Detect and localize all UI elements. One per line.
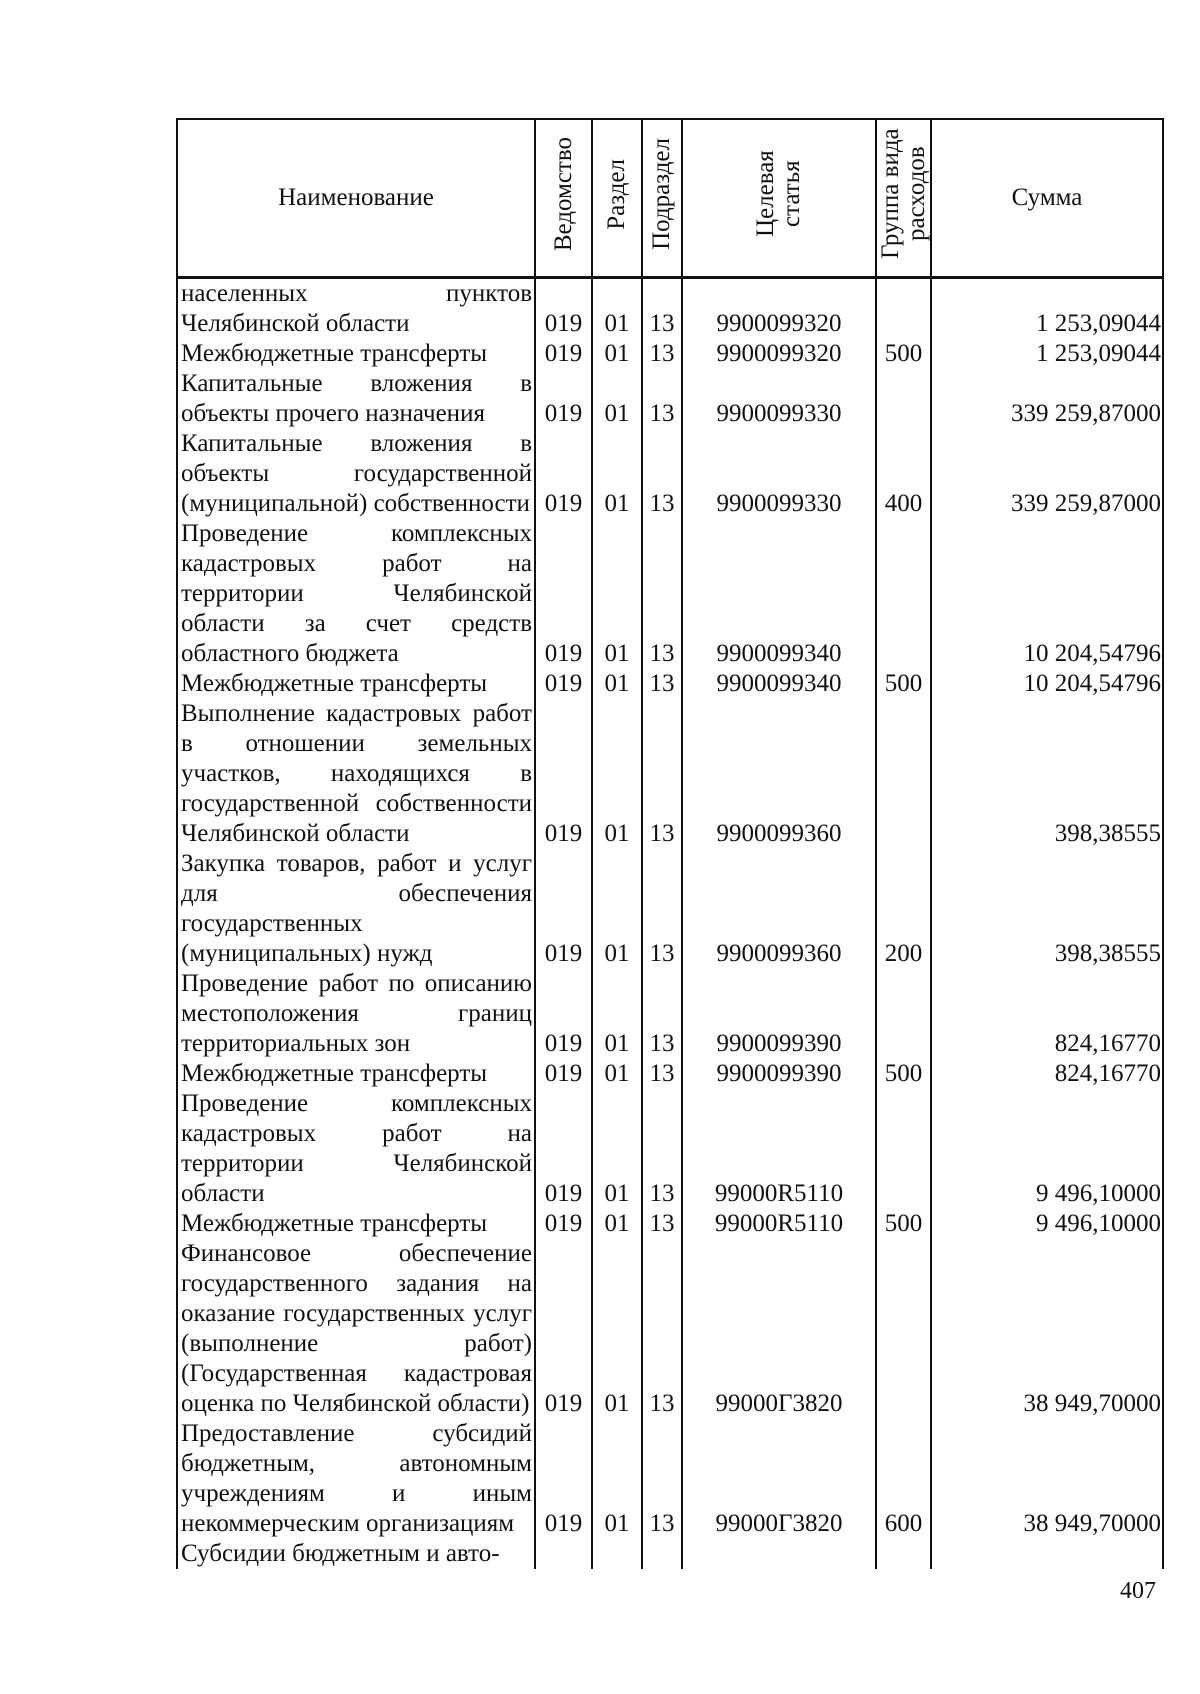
cell-gruppa: 600 bbox=[876, 1419, 931, 1539]
cell-gruppa bbox=[876, 1239, 931, 1419]
table-row bbox=[177, 969, 1163, 1059]
cell-celevaya: 9900099360 bbox=[682, 849, 876, 969]
cell-vedomstvo: 019 bbox=[535, 1089, 592, 1209]
cell-summa: 398,38555 bbox=[931, 699, 1163, 849]
cell-razdel bbox=[592, 1539, 642, 1569]
page-number: 407 bbox=[1120, 1578, 1156, 1604]
cell-celevaya: 9900099320 bbox=[682, 339, 876, 369]
cell-razdel: 01 bbox=[592, 1209, 642, 1239]
cell-celevaya: 99000Г3820 bbox=[682, 1419, 876, 1539]
cell-vedomstvo: 019 bbox=[535, 429, 592, 519]
cell-gruppa: 200 bbox=[876, 849, 931, 969]
cell-razdel: 01 bbox=[592, 1419, 642, 1539]
cell-gruppa: 500 bbox=[876, 1059, 931, 1089]
cell-vedomstvo: 019 bbox=[535, 1419, 592, 1539]
cell-name: населенных пунктов Челябинской области bbox=[177, 278, 535, 340]
cell-gruppa: 500 bbox=[876, 669, 931, 699]
cell-summa: 824,16770 bbox=[931, 1059, 1163, 1089]
table-row bbox=[177, 669, 1163, 699]
cell-celevaya: 9900099390 bbox=[682, 1059, 876, 1089]
cell-celevaya: 9900099340 bbox=[682, 669, 876, 699]
cell-vedomstvo: 019 bbox=[535, 699, 592, 849]
cell-podrazdel: 13 bbox=[642, 1209, 682, 1239]
cell-name: Межбюджетные трансферты bbox=[177, 669, 535, 699]
cell-name: Проведение работ по описанию местоположения границ территориальных зон bbox=[177, 969, 535, 1059]
cell-razdel: 01 bbox=[592, 969, 642, 1059]
cell-razdel: 01 bbox=[592, 429, 642, 519]
cell-summa: 398,38555 bbox=[931, 849, 1163, 969]
cell-podrazdel: 13 bbox=[642, 1239, 682, 1419]
cell-celevaya: 9900099320 bbox=[682, 278, 876, 340]
cell-summa: 339 259,87000 bbox=[931, 429, 1163, 519]
cell-summa: 1 253,09044 bbox=[931, 278, 1163, 340]
cell-podrazdel: 13 bbox=[642, 849, 682, 969]
cell-name: Закупка товаров, работ и услуг для обеспечения государственных (муниципальных) нужд bbox=[177, 849, 535, 969]
cell-vedomstvo: 019 bbox=[535, 1059, 592, 1089]
cell-name: Капитальные вложения в объекты прочего назначения bbox=[177, 369, 535, 429]
cell-name: Предоставление субсидий бюджетным, автономным учреждениям и иным некоммерческим организациям bbox=[177, 1419, 535, 1539]
cell-vedomstvo: 019 bbox=[535, 339, 592, 369]
cell-celevaya bbox=[682, 1539, 876, 1569]
table-row bbox=[177, 519, 1163, 669]
cell-razdel: 01 bbox=[592, 699, 642, 849]
cell-summa: 38 949,70000 bbox=[931, 1239, 1163, 1419]
budget-table bbox=[176, 118, 1164, 1569]
cell-podrazdel: 13 bbox=[642, 1089, 682, 1209]
header-podrazdel: Подраздел bbox=[642, 119, 682, 278]
cell-summa: 339 259,87000 bbox=[931, 369, 1163, 429]
cell-celevaya: 9900099330 bbox=[682, 369, 876, 429]
cell-vedomstvo: 019 bbox=[535, 849, 592, 969]
cell-name: Межбюджетные трансферты bbox=[177, 1059, 535, 1089]
cell-gruppa bbox=[876, 1539, 931, 1569]
cell-name: Межбюджетные трансферты bbox=[177, 339, 535, 369]
header-name: Наименование bbox=[177, 119, 535, 278]
cell-gruppa bbox=[876, 969, 931, 1059]
cell-razdel: 01 bbox=[592, 278, 642, 340]
cell-podrazdel: 13 bbox=[642, 1059, 682, 1089]
cell-podrazdel: 13 bbox=[642, 369, 682, 429]
cell-gruppa bbox=[876, 369, 931, 429]
cell-gruppa bbox=[876, 519, 931, 669]
cell-celevaya: 99000R5110 bbox=[682, 1089, 876, 1209]
cell-razdel: 01 bbox=[592, 669, 642, 699]
cell-podrazdel bbox=[642, 1539, 682, 1569]
table-row bbox=[177, 1059, 1163, 1089]
cell-gruppa bbox=[876, 699, 931, 849]
cell-podrazdel: 13 bbox=[642, 429, 682, 519]
cell-name: Субсидии бюджетным и авто- bbox=[177, 1539, 535, 1569]
cell-name: Выполнение кадастровых работ в отношении земельных участков, находящихся в государственной собственности Челябинской области bbox=[177, 699, 535, 849]
header-gruppa: Группа вида расходов bbox=[876, 119, 931, 278]
cell-celevaya: 99000R5110 bbox=[682, 1209, 876, 1239]
cell-vedomstvo: 019 bbox=[535, 369, 592, 429]
cell-podrazdel: 13 bbox=[642, 278, 682, 340]
header-row bbox=[177, 119, 1163, 278]
cell-summa: 1 253,09044 bbox=[931, 339, 1163, 369]
cell-razdel: 01 bbox=[592, 849, 642, 969]
cell-razdel: 01 bbox=[592, 369, 642, 429]
cell-vedomstvo: 019 bbox=[535, 278, 592, 340]
table-row bbox=[177, 1419, 1163, 1539]
header-celevaya: Целевая статья bbox=[682, 119, 876, 278]
cell-podrazdel: 13 bbox=[642, 339, 682, 369]
table-row bbox=[177, 849, 1163, 969]
cell-summa: 10 204,54796 bbox=[931, 519, 1163, 669]
cell-gruppa bbox=[876, 1089, 931, 1209]
table-row bbox=[177, 1539, 1163, 1569]
table-row bbox=[177, 369, 1163, 429]
cell-razdel: 01 bbox=[592, 1059, 642, 1089]
table-row bbox=[177, 1209, 1163, 1239]
cell-vedomstvo: 019 bbox=[535, 519, 592, 669]
header-razdel: Раздел bbox=[592, 119, 642, 278]
cell-razdel: 01 bbox=[592, 1239, 642, 1419]
cell-summa: 38 949,70000 bbox=[931, 1419, 1163, 1539]
cell-vedomstvo: 019 bbox=[535, 669, 592, 699]
table-row bbox=[177, 1089, 1163, 1209]
cell-vedomstvo bbox=[535, 1539, 592, 1569]
cell-podrazdel: 13 bbox=[642, 699, 682, 849]
cell-summa: 9 496,10000 bbox=[931, 1209, 1163, 1239]
cell-name: Капитальные вложения в объекты государственной (муниципальной) собственности bbox=[177, 429, 535, 519]
table-row bbox=[177, 429, 1163, 519]
cell-gruppa: 400 bbox=[876, 429, 931, 519]
cell-celevaya: 9900099360 bbox=[682, 699, 876, 849]
cell-podrazdel: 13 bbox=[642, 1419, 682, 1539]
cell-summa: 10 204,54796 bbox=[931, 669, 1163, 699]
table-row bbox=[177, 1239, 1163, 1419]
cell-celevaya: 9900099330 bbox=[682, 429, 876, 519]
cell-summa bbox=[931, 1539, 1163, 1569]
cell-razdel: 01 bbox=[592, 339, 642, 369]
cell-vedomstvo: 019 bbox=[535, 969, 592, 1059]
cell-vedomstvo: 019 bbox=[535, 1209, 592, 1239]
table-body bbox=[177, 278, 1163, 1570]
cell-podrazdel: 13 bbox=[642, 519, 682, 669]
table-row bbox=[177, 278, 1163, 340]
cell-name: Межбюджетные трансферты bbox=[177, 1209, 535, 1239]
table-row bbox=[177, 699, 1163, 849]
table-row bbox=[177, 339, 1163, 369]
cell-razdel: 01 bbox=[592, 519, 642, 669]
cell-gruppa: 500 bbox=[876, 339, 931, 369]
cell-summa: 824,16770 bbox=[931, 969, 1163, 1059]
cell-gruppa bbox=[876, 278, 931, 340]
cell-vedomstvo: 019 bbox=[535, 1239, 592, 1419]
header-summa: Сумма bbox=[931, 119, 1163, 278]
cell-razdel: 01 bbox=[592, 1089, 642, 1209]
header-vedomstvo: Ведомство bbox=[535, 119, 592, 278]
cell-podrazdel: 13 bbox=[642, 669, 682, 699]
cell-name: Проведение комплексных кадастровых работ на территории Челябинской области bbox=[177, 1089, 535, 1209]
cell-podrazdel: 13 bbox=[642, 969, 682, 1059]
cell-celevaya: 99000Г3820 bbox=[682, 1239, 876, 1419]
cell-celevaya: 9900099340 bbox=[682, 519, 876, 669]
cell-name: Проведение комплексных кадастровых работ на территории Челябинской области за счет средств областного бюджета bbox=[177, 519, 535, 669]
cell-summa: 9 496,10000 bbox=[931, 1089, 1163, 1209]
cell-name: Финансовое обеспечение государственного задания на оказание государственных услуг (выполнение работ) (Государственная кадастровая оценка по Челябинской области) bbox=[177, 1239, 535, 1419]
cell-celevaya: 9900099390 bbox=[682, 969, 876, 1059]
cell-gruppa: 500 bbox=[876, 1209, 931, 1239]
